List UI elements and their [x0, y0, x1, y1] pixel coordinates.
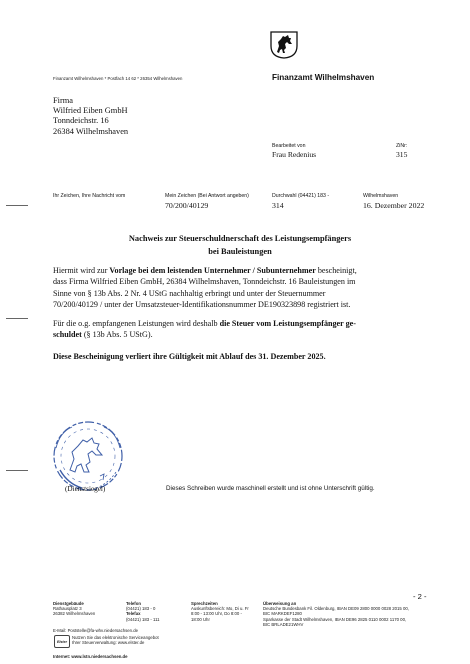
footer-email: E-Mail: Poststelle@fa-whv.niedersachsen.de: [53, 628, 139, 633]
recipient-line: Tonndeichstr. 16: [53, 116, 109, 126]
certification-paragraph: [53, 265, 433, 310]
para2-text: (§ 13b Abs. 5 UStG).: [81, 330, 153, 340]
footer-line: BIC MARKDEF1280: [263, 611, 302, 617]
letter-date: 16. Dezember 2022: [363, 201, 425, 210]
document-title: [60, 233, 420, 258]
footer-heading: Telefon: [126, 601, 141, 606]
para1-line: 70/200/40129 / unter der Umsatzsteuer-Identifikationsnummer DE190323898 registriert ist.: [53, 299, 351, 309]
my-ref-value: 70/200/40129: [165, 201, 209, 210]
footer-hours: [191, 601, 259, 622]
footer-line: Rathausplatz 3: [53, 606, 82, 612]
tax-liability-paragraph: [53, 318, 433, 341]
title-line: Nachweis zur Steuerschuldnerschaft des Leistungsempfängers: [128, 234, 352, 243]
footer-bank: [263, 601, 463, 627]
footer-line: Sparkasse der Stadt Wilhelmshaven, IBAN DE96 2825 0110 0002 1170 00,: [263, 616, 407, 622]
niedersachsen-horse-logo: [270, 31, 298, 59]
footer-heading: Überweisung an: [263, 601, 297, 606]
para2-text: Für die o.g. empfangenen Leistungen wird deshalb: [53, 319, 220, 328]
para1-text: bescheinigt,: [315, 266, 357, 275]
para1-emphasis: Vorlage bei dem leistenden Unternehmer / Subunternehmer: [109, 266, 316, 275]
sender-return-line: Finanzamt Wilhelmshaven * Postfach 14 62 * 26354 Wilhelmshaven: [53, 76, 183, 81]
footer-building: [53, 601, 115, 617]
footer-line: (04421) 183 - 111: [126, 616, 160, 622]
footer-phone: [126, 601, 182, 622]
my-ref-label: Mein Zeichen (Bei Antwort angeben): [165, 193, 249, 199]
elster-note: [72, 635, 159, 645]
validity-statement: Diese Bescheinigung verliert ihre Gültigkeit mit Ablauf des 31. Dezember 2025.: [53, 352, 326, 361]
footer-line: 26382 Wilhelmshaven: [53, 611, 96, 617]
processor-label: Bearbeitet von: [272, 143, 306, 149]
footer-line: 8:00 - 13:00 Uhr, Do 8:00 -: [191, 611, 242, 617]
footer-heading: Dienstgebäude: [53, 601, 84, 606]
para1-text: Hiermit wird zur: [53, 266, 110, 275]
machine-generated-note: Dieses Schreiben wurde maschinell erstellt und ist ohne Unterschrift gültig.: [166, 485, 375, 492]
phone-label: Durchwahl (04421) 183 -: [272, 193, 330, 199]
seal-label: (Dienstsiegel): [65, 485, 106, 493]
recipient-line: Wilfried Eiben GmbH: [53, 106, 128, 116]
office-name: Finanzamt Wilhelmshaven: [272, 73, 375, 82]
elster-logo-text: Elster: [57, 639, 67, 644]
footer-line: (04421) 183 - 0: [126, 606, 156, 612]
page-number: - 2 -: [413, 592, 427, 601]
room-label: ZiNr:: [396, 143, 408, 149]
room-number: 315: [396, 150, 408, 159]
footer-line: Deutsche Bundesbank Fil. Oldenburg, IBAN DE09 2800 0000 0028 2015 00,: [263, 606, 409, 612]
processor-name: Frau Redenius: [272, 150, 317, 159]
recipient-address: [53, 96, 128, 137]
recipient-line: Firma: [53, 96, 74, 105]
place-label: Wilhelmshaven: [363, 193, 399, 199]
footer-line: Auskunftsbereich: Mo, Di u. Fr: [191, 606, 249, 612]
footer-line: BIC BRLADE21WHV: [263, 621, 304, 627]
elster-line: Nutzen Sie das elektronische Serviceangebot: [72, 635, 159, 640]
fold-mark: [6, 470, 28, 471]
phone-extension: 314: [272, 201, 284, 210]
para2-emphasis: die Steuer vom Leistungsempfänger ge-: [219, 319, 356, 328]
recipient-line: 26384 Wilhelmshaven: [53, 126, 129, 136]
title-line: bei Bauleistungen: [208, 246, 272, 256]
para1-line: dass Firma Wilfried Eiben GmbH, 26384 Wilhelmshaven, Tonndeichstr. 16 Bauleistungen im: [53, 277, 356, 287]
fold-mark: [6, 318, 28, 319]
footer-line: 18:00 Uhr: [191, 616, 210, 622]
your-ref-label: Ihr Zeichen, Ihre Nachricht vom: [53, 193, 126, 199]
para1-line: Sinne von § 13b Abs. 2 Nr. 4 UStG nachhaltig erbringt und unter der Steuernummer: [53, 288, 326, 298]
elster-logo: [54, 635, 70, 648]
fold-mark: [6, 205, 28, 206]
footer-heading: Sprechzeiten: [191, 601, 218, 606]
footer-internet: Internet: www.lstn.niedersachsen.de: [53, 654, 128, 659]
elster-line: Ihrer Steuerverwaltung: www.elster.de: [72, 640, 145, 646]
para2-emphasis: schuldet: [53, 330, 82, 340]
footer-heading: Telefax: [126, 611, 141, 617]
